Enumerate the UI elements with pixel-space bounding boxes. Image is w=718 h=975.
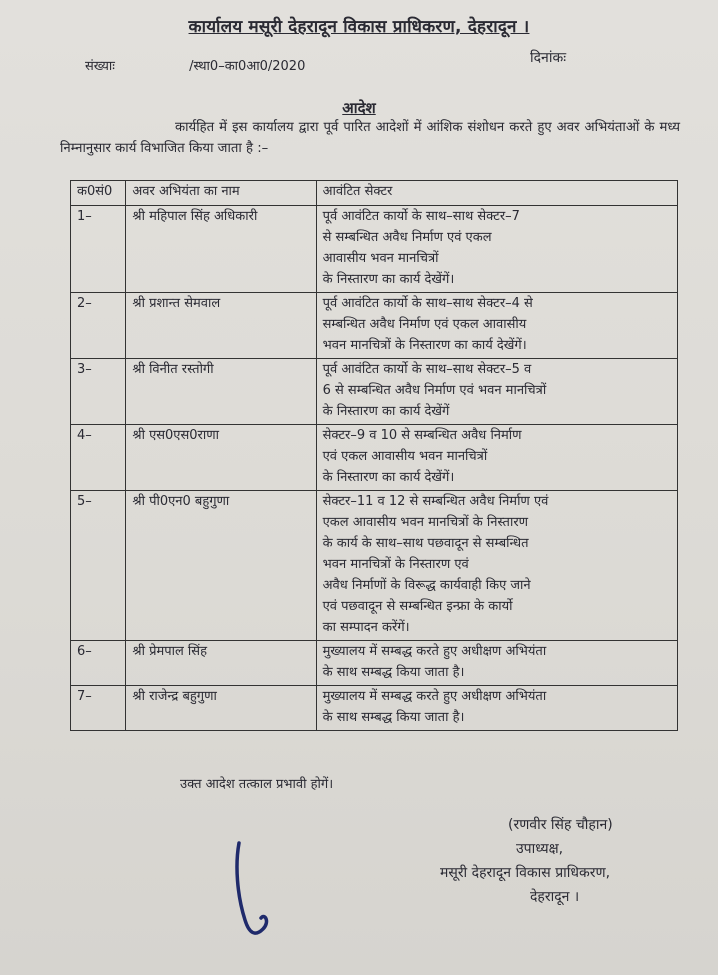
sector-text-line: आवासीय भवन मानचित्रों bbox=[322, 251, 439, 266]
table-header-row bbox=[71, 181, 678, 206]
sector-text-line: भवन मानचित्रों के निस्तारण का कार्य देखेंगें। bbox=[322, 338, 527, 353]
row-allotted-sector bbox=[316, 686, 677, 731]
signatory-authority: मसूरी देहरादून विकास प्राधिकरण, bbox=[440, 865, 611, 881]
date-label: दिनांकः bbox=[530, 50, 567, 66]
column-header-serial: क0सं0 bbox=[71, 181, 126, 206]
signatory-block bbox=[440, 813, 700, 909]
row-engineer-name: श्री एस0एस0राणा bbox=[126, 425, 316, 491]
sector-text-line: के निस्तारण का कार्य देखेंगें bbox=[322, 404, 450, 419]
table-row bbox=[71, 686, 678, 731]
effective-note: उक्त आदेश तत्काल प्रभावी होगें। bbox=[180, 777, 334, 792]
row-allotted-sector bbox=[316, 491, 677, 641]
sector-text-line: के कार्य के साथ–साथ पछवादून से सम्बन्धित bbox=[322, 536, 529, 551]
sector-text-line: भवन मानचित्रों के निस्तारण एवं bbox=[322, 557, 469, 572]
sector-text-line: सेक्टर–11 व 12 से सम्बन्धित अवैध निर्माण एवं bbox=[322, 494, 549, 509]
table-row bbox=[71, 425, 678, 491]
office-header-title: कार्यालय मसूरी देहरादून विकास प्राधिकरण, देहरादून । bbox=[188, 17, 530, 37]
sector-text-line: पूर्व आवंटित कार्यो के साथ–साथ सेक्टर–5 व bbox=[322, 362, 532, 377]
row-serial-number: 4– bbox=[71, 425, 126, 491]
sector-text-line: एकल आवासीय भवन मानचित्रों के निस्तारण bbox=[322, 515, 529, 530]
row-engineer-name: श्री पी0एन0 बहुगुणा bbox=[126, 491, 316, 641]
row-serial-number: 6– bbox=[71, 641, 126, 686]
sector-text-line: पूर्व आवंटित कार्यो के साथ–साथ सेक्टर–7 bbox=[322, 209, 520, 224]
row-allotted-sector bbox=[316, 641, 677, 686]
column-header-name: अवर अभियंता का नाम bbox=[126, 181, 316, 206]
column-header-sector: आवंटित सेक्टर bbox=[316, 181, 677, 206]
reference-number-value: /स्था0–का0आ0/2020 bbox=[189, 59, 306, 74]
sector-text-line: का सम्पादन करेंगें। bbox=[322, 620, 410, 635]
row-engineer-name: श्री महिपाल सिंह अधिकारी bbox=[126, 206, 316, 293]
row-serial-number: 7– bbox=[71, 686, 126, 731]
sector-text-line: 6 से सम्बन्धित अवैध निर्माण एवं भवन मानचित्रों bbox=[322, 383, 547, 398]
signatory-designation: उपाध्यक्ष, bbox=[516, 841, 564, 857]
sector-text-line: मुख्यालय में सम्बद्ध करते हुए अधीक्षण अभियंता bbox=[322, 644, 547, 659]
work-allocation-table bbox=[70, 180, 678, 731]
row-engineer-name: श्री विनीत रस्तोगी bbox=[126, 359, 316, 425]
signatory-name: (रणवीर सिंह चौहान) bbox=[508, 817, 613, 833]
sector-text-line: मुख्यालय में सम्बद्ध करते हुए अधीक्षण अभियंता bbox=[322, 689, 547, 704]
row-allotted-sector bbox=[316, 293, 677, 359]
sector-text-line: के निस्तारण का कार्य देखेंगें। bbox=[322, 470, 455, 485]
sector-text-line: अवैध निर्माणों के विरूद्ध कार्यवाही किए जाने bbox=[322, 578, 531, 593]
row-engineer-name: श्री प्रेमपाल सिंह bbox=[126, 641, 316, 686]
table-row bbox=[71, 293, 678, 359]
sector-text-line: के निस्तारण का कार्य देखेंगें। bbox=[322, 272, 455, 287]
row-allotted-sector bbox=[316, 359, 677, 425]
table-row bbox=[71, 359, 678, 425]
sector-text-line: सेक्टर–9 व 10 से सम्बन्धित अवैध निर्माण bbox=[322, 428, 522, 443]
order-title: आदेश bbox=[342, 99, 376, 117]
reference-number-label: संख्याः bbox=[85, 59, 115, 74]
signatory-city: देहरादून । bbox=[530, 889, 580, 905]
handwritten-signature bbox=[225, 825, 315, 949]
row-serial-number: 1– bbox=[71, 206, 126, 293]
row-serial-number: 2– bbox=[71, 293, 126, 359]
table-body bbox=[71, 206, 678, 731]
sector-text-line: एवं पछवादून से सम्बन्धित इन्फ्रा के कार्यो bbox=[322, 599, 513, 614]
order-intro-paragraph: कार्यहित में इस कार्यालय द्वारा पूर्व पारित आदेशों में आंशिक संशोधन करते हुए अवर अभियंताओं के मध्य निम्नानुसार कार्य विभाजित किया जाता है :– bbox=[60, 120, 680, 156]
row-serial-number: 3– bbox=[71, 359, 126, 425]
sector-text-line: सम्बन्धित अवैध निर्माण एवं एकल आवासीय bbox=[322, 317, 527, 332]
table-row bbox=[71, 206, 678, 293]
table-row bbox=[71, 491, 678, 641]
row-allotted-sector bbox=[316, 425, 677, 491]
reference-line bbox=[85, 56, 305, 74]
sector-text-line: के साथ सम्बद्ध किया जाता है। bbox=[322, 665, 465, 680]
sector-text-line: से सम्बन्धित अवैध निर्माण एवं एकल bbox=[322, 230, 492, 245]
row-allotted-sector bbox=[316, 206, 677, 293]
sector-text-line: पूर्व आवंटित कार्यो के साथ–साथ सेक्टर–4 से bbox=[322, 296, 533, 311]
sector-text-line: के साथ सम्बद्ध किया जाता है। bbox=[322, 710, 465, 725]
row-serial-number: 5– bbox=[71, 491, 126, 641]
signature-mark bbox=[225, 825, 315, 945]
row-engineer-name: श्री राजेन्द्र बहुगुणा bbox=[126, 686, 316, 731]
table-row bbox=[71, 641, 678, 686]
row-engineer-name: श्री प्रशान्त सेमवाल bbox=[126, 293, 316, 359]
sector-text-line: एवं एकल आवासीय भवन मानचित्रों bbox=[322, 449, 488, 464]
